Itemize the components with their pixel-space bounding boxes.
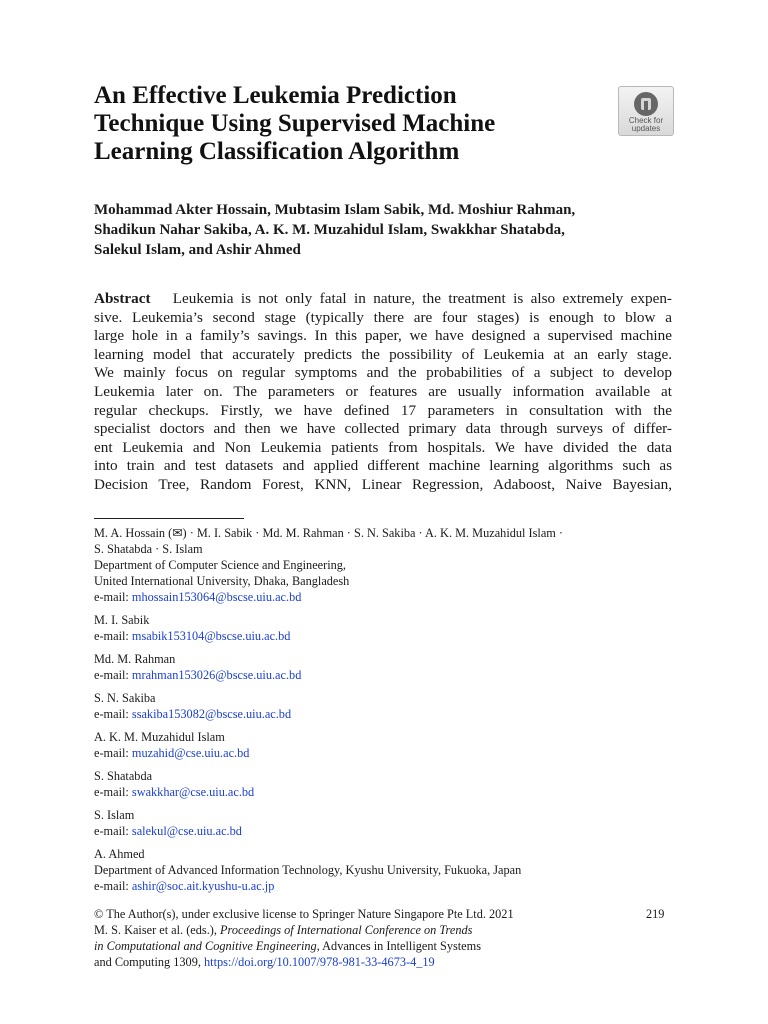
affiliation-header: S. Shatabda · S. Islam — [94, 542, 203, 556]
abstract-line: specialist doctors and then we have collected primary data through surveys of differ- — [94, 420, 672, 438]
proceedings-title: Proceedings of International Conference on Trends — [220, 923, 473, 937]
abstract-line: We mainly focus on regular symptoms and the probabilities of a subject to develop — [94, 364, 672, 382]
email-label: e-mail: — [94, 879, 129, 893]
email-label: e-mail: — [94, 668, 129, 682]
email-line — [94, 784, 684, 800]
email-link[interactable]: mhossain153064@bscse.uiu.ac.bd — [131, 590, 302, 604]
department: Department of Advanced Information Technology, Kyushu University, Fukuoka, Japan — [94, 863, 522, 877]
copyright-block — [94, 906, 674, 970]
email-line — [94, 706, 684, 722]
author-name: M. I. Sabik — [94, 613, 150, 627]
email-label: e-mail: — [94, 707, 129, 721]
citation-text: , Advances in Intelligent Systems — [316, 939, 481, 953]
department: United International University, Dhaka, Bangladesh — [94, 574, 350, 588]
email-link[interactable]: ssakiba153082@bscse.uiu.ac.bd — [131, 707, 292, 721]
abstract-text: Leukemia is not only fatal in nature, the treatment is also extremely expen- — [172, 290, 672, 307]
check-for-updates-icon — [634, 92, 658, 116]
author-name: A. K. M. Muzahidul Islam — [94, 730, 225, 744]
email-link[interactable]: mrahman153026@bscse.uiu.ac.bd — [131, 668, 302, 682]
email-line — [94, 667, 684, 683]
title-line: Technique Using Supervised Machine — [94, 110, 496, 137]
author-name: A. Ahmed — [94, 847, 145, 861]
email-line — [94, 628, 684, 644]
email-label: e-mail: — [94, 590, 129, 604]
citation-line — [94, 938, 674, 954]
citation-line — [94, 922, 674, 938]
email-label: e-mail: — [94, 746, 129, 760]
abstract-line: regular checkups. Firstly, we have defined 17 parameters in consultation with the — [94, 401, 672, 419]
abstract-line: into train and test datasets and applied different machine learning algorithms such as — [94, 457, 672, 475]
abstract-line: Leukemia later on. The parameters or features are usually information available at — [94, 382, 672, 400]
author-line: Salekul Islam, and Ashir Ahmed — [94, 242, 301, 258]
email-line — [94, 589, 684, 605]
author-affiliations — [94, 525, 684, 894]
title-line: Learning Classification Algorithm — [94, 138, 460, 165]
author-name: S. Shatabda — [94, 769, 153, 783]
badge-text-line: updates — [631, 124, 661, 133]
check-for-updates-badge[interactable] — [618, 86, 674, 136]
author-name: S. Islam — [94, 808, 135, 822]
abstract-label: Abstract — [94, 290, 151, 307]
abstract-line: sive. Leukemia’s second stage (typically there are four stages) is enough to blow a — [94, 308, 672, 326]
email-link[interactable]: swakkhar@cse.uiu.ac.bd — [131, 785, 255, 799]
email-label: e-mail: — [94, 629, 129, 643]
author-line: Mohammad Akter Hossain, Mubtasim Islam Sabik, Md. Moshiur Rahman, — [94, 202, 576, 218]
email-line — [94, 745, 684, 761]
doi-link[interactable]: https://doi.org/10.1007/978-981-33-4673-4_19 — [204, 955, 435, 969]
footnote-divider — [94, 518, 244, 519]
citation-text: M. S. Kaiser et al. (eds.), — [94, 923, 221, 937]
email-link[interactable]: salekul@cse.uiu.ac.bd — [131, 824, 242, 838]
email-link[interactable]: msabik153104@bscse.uiu.ac.bd — [131, 629, 291, 643]
email-line — [94, 823, 684, 839]
author-name: Md. M. Rahman — [94, 652, 176, 666]
copyright-line: © The Author(s), under exclusive license to Springer Nature Singapore Pte Ltd. 2021 — [94, 907, 514, 921]
abstract-line: Decision Tree, Random Forest, KNN, Linear Regression, Adaboost, Naive Bayesian, — [94, 475, 672, 493]
author-name: S. N. Sakiba — [94, 691, 156, 705]
proceedings-title: in Computational and Cognitive Engineering — [94, 939, 317, 953]
author-list — [94, 200, 684, 260]
email-link[interactable]: muzahid@cse.uiu.ac.bd — [131, 746, 250, 760]
citation-line — [94, 954, 674, 970]
author-line: Shadikun Nahar Sakiba, A. K. M. Muzahidul Islam, Swakkhar Shatabda, — [94, 222, 565, 238]
abstract-line: ent Leukemia and Non Leukemia patients from hospitals. We have divided the data — [94, 438, 672, 456]
email-link[interactable]: ashir@soc.ait.kyushu-u.ac.jp — [131, 879, 275, 893]
email-line — [94, 878, 684, 894]
title-line: An Effective Leukemia Prediction — [94, 82, 457, 109]
abstract-line: learning model that accurately predicts the possibility of Leukemia at an early stage. — [94, 345, 672, 363]
abstract-section — [94, 290, 672, 495]
abstract-line — [94, 290, 672, 309]
page-number: 219 — [646, 907, 665, 921]
abstract-line: large hole in a family’s savings. In this paper, we have designed a supervised machine — [94, 327, 672, 345]
badge-text-line: Check for — [628, 116, 664, 125]
paper-title — [94, 82, 594, 166]
email-label: e-mail: — [94, 785, 129, 799]
citation-text: and Computing 1309, — [94, 955, 204, 969]
department: Department of Computer Science and Engineering, — [94, 558, 347, 572]
email-label: e-mail: — [94, 824, 129, 838]
affiliation-header: M. A. Hossain (✉) · M. I. Sabik · Md. M. Rahman · S. N. Sakiba · A. K. M. Muzahidul Islam · — [94, 526, 564, 540]
